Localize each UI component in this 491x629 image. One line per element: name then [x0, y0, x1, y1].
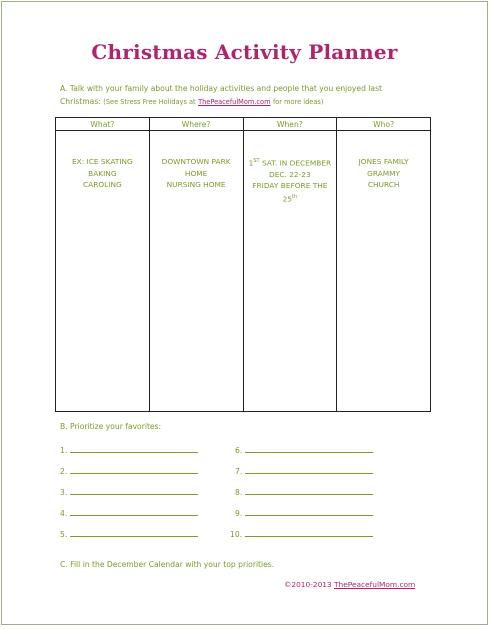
- priority-blank[interactable]: [245, 446, 373, 453]
- priority-item-5[interactable]: [60, 530, 198, 539]
- section-a-note-suffix: for more ideas): [272, 98, 324, 106]
- what-entry-1: EX: ICE SKATING: [71, 157, 133, 166]
- where-entry-2: HOME: [184, 168, 208, 178]
- priority-item-8[interactable]: [235, 488, 373, 497]
- priority-item-2[interactable]: [60, 467, 198, 476]
- what-entry-2: BAKING: [88, 168, 117, 178]
- section-c-instructions: C. Fill in the December Calendar with your top priorities.: [60, 560, 275, 569]
- header-who: Who?: [337, 118, 431, 131]
- copyright-text: ©2010-2013: [284, 580, 332, 589]
- priority-blank[interactable]: [70, 488, 198, 495]
- priority-number: 5.: [60, 530, 68, 539]
- activity-table: [55, 117, 431, 412]
- what-cell[interactable]: [56, 131, 150, 412]
- when-entry-4-sup: th: [292, 193, 298, 200]
- priority-blank[interactable]: [70, 509, 198, 516]
- priority-number: 1.: [60, 446, 68, 455]
- where-entry-3: NURSING HOME: [166, 180, 226, 189]
- priority-item-7[interactable]: [235, 467, 373, 476]
- priority-item-10[interactable]: [230, 530, 373, 539]
- priority-number: 10.: [230, 530, 243, 539]
- where-cell[interactable]: [149, 131, 243, 412]
- priority-item-1[interactable]: [60, 446, 198, 455]
- what-entry-3: CAROLING: [83, 180, 122, 189]
- priority-number: 8.: [235, 488, 243, 497]
- when-cell[interactable]: [243, 131, 337, 412]
- priority-number: 3.: [60, 488, 68, 497]
- priority-item-3[interactable]: [60, 488, 198, 497]
- section-a-prefix: Christmas:: [60, 97, 101, 106]
- priority-item-9[interactable]: [235, 509, 373, 518]
- header-when: When?: [243, 118, 337, 131]
- priority-number: 6.: [235, 446, 243, 455]
- table-header-row: [56, 118, 431, 131]
- priority-blank[interactable]: [245, 467, 373, 474]
- priority-number: 9.: [235, 509, 243, 518]
- who-entry-2: GRAMMY: [367, 168, 401, 178]
- when-entry-4-num: 25: [282, 194, 292, 204]
- when-entry-1-sup: ST: [253, 158, 260, 164]
- when-entry-2: DEC. 22-23: [269, 169, 311, 179]
- section-b-heading: B. Prioritize your favorites:: [60, 422, 162, 431]
- page-title: Christmas Activity Planner: [91, 40, 398, 64]
- who-cell[interactable]: [337, 131, 431, 412]
- footer-link[interactable]: ThePeacefulMom.com: [334, 580, 416, 589]
- priority-blank[interactable]: [70, 467, 198, 474]
- priority-blank[interactable]: [245, 530, 373, 537]
- header-where: Where?: [149, 118, 243, 131]
- priority-number: 2.: [60, 467, 68, 476]
- priority-item-4[interactable]: [60, 509, 198, 518]
- when-entry-1-num: 1: [248, 158, 254, 168]
- header-what: What?: [56, 118, 150, 131]
- section-a-line1: A. Talk with your family about the holiday activities and people that you enjoyed last: [60, 84, 383, 93]
- section-a-instructions: [60, 82, 440, 109]
- when-entry-1-text: SAT. IN DECEMBER: [259, 158, 332, 168]
- where-entry-1: DOWNTOWN PARK: [161, 157, 231, 166]
- peacefulmom-link[interactable]: ThePeacefulMom.com: [198, 98, 271, 106]
- when-entry-4: [245, 192, 336, 205]
- table-row: [56, 131, 431, 412]
- priority-blank[interactable]: [245, 509, 373, 516]
- planner-page: [1, 1, 488, 625]
- who-entry-3: CHURCH: [367, 180, 400, 189]
- section-a-note: (See Stress Free Holidays at: [103, 98, 196, 106]
- who-entry-1: JONES FAMILY: [358, 157, 409, 166]
- section-a-line2: [60, 95, 440, 109]
- priority-number: 4.: [60, 509, 68, 518]
- when-entry-3: FRIDAY BEFORE THE: [252, 181, 328, 191]
- when-entry-1: [245, 156, 336, 169]
- priority-blank[interactable]: [70, 446, 198, 453]
- copyright-footer: [284, 580, 415, 589]
- priority-number: 7.: [235, 467, 243, 476]
- priority-blank[interactable]: [70, 530, 198, 537]
- priority-blank[interactable]: [245, 488, 373, 495]
- priority-item-6[interactable]: [235, 446, 373, 455]
